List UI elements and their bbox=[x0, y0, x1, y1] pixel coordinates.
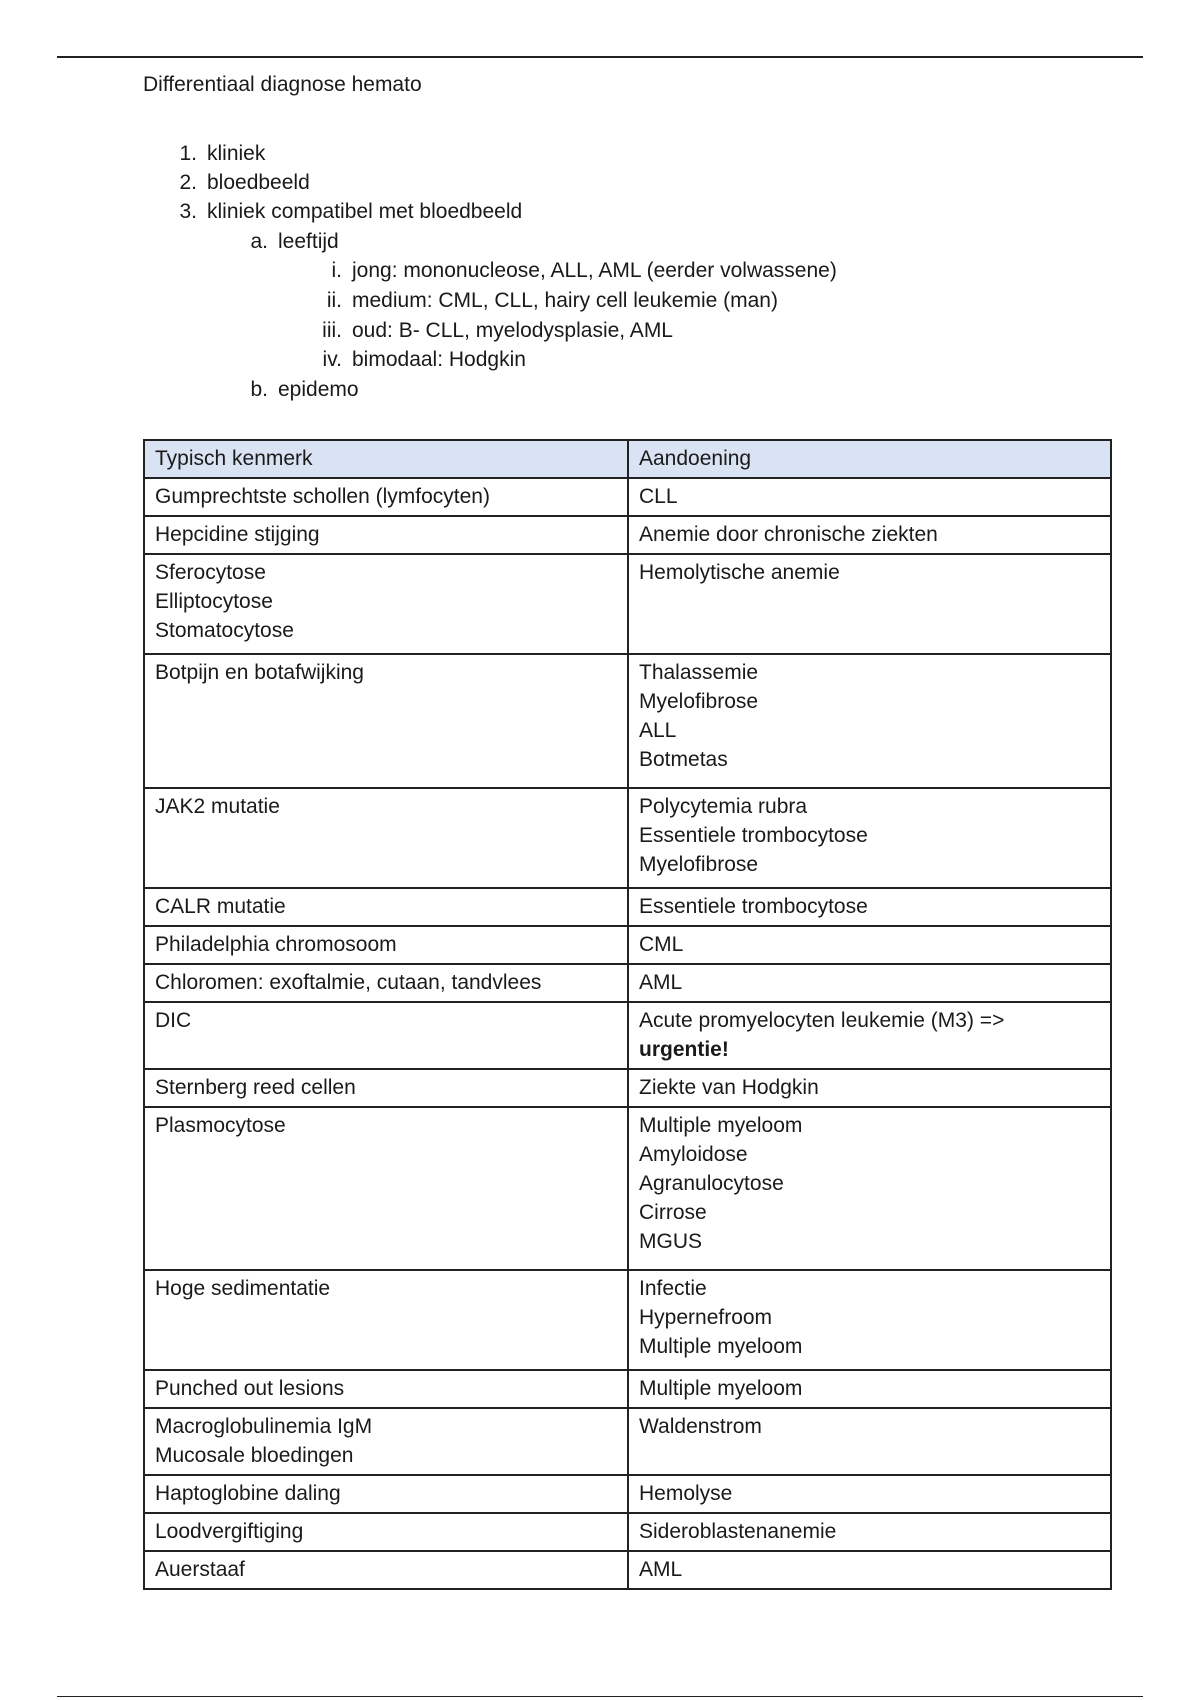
condition-cell: Hemolytische anemie bbox=[628, 554, 1111, 654]
feature-cell: Haptoglobine daling bbox=[144, 1475, 628, 1513]
list-item: iii. oud: B- CLL, myelodysplasie, AML bbox=[322, 319, 673, 342]
feature-cell: CALR mutatie bbox=[144, 888, 628, 926]
condition-cell: CLL bbox=[628, 478, 1111, 516]
condition-cell: Ziekte van Hodgkin bbox=[628, 1069, 1111, 1107]
condition-cell: CML bbox=[628, 926, 1111, 964]
table-row bbox=[144, 926, 1111, 964]
feature-cell: Punched out lesions bbox=[144, 1370, 628, 1408]
condition-cell: Acute promyelocyten leukemie (M3) => urgentie! bbox=[628, 1002, 1111, 1069]
condition-cell: Multiple myeloom bbox=[628, 1370, 1111, 1408]
list-item: b. epidemo bbox=[250, 378, 359, 401]
feature-cell: Loodvergiftiging bbox=[144, 1513, 628, 1551]
table-row bbox=[144, 964, 1111, 1002]
table-row bbox=[144, 1069, 1111, 1107]
condition-cell: Thalassemie Myelofibrose ALL Botmetas bbox=[628, 654, 1111, 788]
table-row bbox=[144, 1408, 1111, 1475]
urgency-note: urgentie! bbox=[639, 1038, 729, 1061]
feature-cell: Macroglobulinemia IgM Mucosale bloedingen bbox=[144, 1408, 628, 1475]
condition-cell: Essentiele trombocytose bbox=[628, 888, 1111, 926]
header-rule bbox=[57, 56, 1143, 58]
feature-cell: Philadelphia chromosoom bbox=[144, 926, 628, 964]
feature-cell: Sternberg reed cellen bbox=[144, 1069, 628, 1107]
condition-cell: Infectie Hypernefroom Multiple myeloom bbox=[628, 1270, 1111, 1370]
footer-rule bbox=[57, 1696, 1143, 1697]
feature-cell: Botpijn en botafwijking bbox=[144, 654, 628, 788]
table-row bbox=[144, 1551, 1111, 1589]
list-item: 3. kliniek compatibel met bloedbeeld bbox=[179, 200, 523, 223]
table-row bbox=[144, 516, 1111, 554]
list-item: ii. medium: CML, CLL, hairy cell leukemie (man) bbox=[326, 289, 778, 312]
table-row bbox=[144, 1270, 1111, 1370]
diagnosis-table bbox=[143, 439, 1112, 1590]
feature-cell: Sferocytose Elliptocytose Stomatocytose bbox=[144, 554, 628, 654]
condition-cell: Multiple myeloom Amyloidose Agranulocytose Cirrose MGUS bbox=[628, 1107, 1111, 1270]
table-row bbox=[144, 788, 1111, 888]
column-header-condition: Aandoening bbox=[628, 440, 1111, 478]
condition-cell: Anemie door chronische ziekten bbox=[628, 516, 1111, 554]
condition-cell: Sideroblastenanemie bbox=[628, 1513, 1111, 1551]
condition-cell: Waldenstrom bbox=[628, 1408, 1111, 1475]
feature-cell: Auerstaaf bbox=[144, 1551, 628, 1589]
table-row bbox=[144, 478, 1111, 516]
feature-cell: Chloromen: exoftalmie, cutaan, tandvlees bbox=[144, 964, 628, 1002]
table-row bbox=[144, 1370, 1111, 1408]
feature-cell: Hepcidine stijging bbox=[144, 516, 628, 554]
list-item: iv. bimodaal: Hodgkin bbox=[322, 348, 526, 371]
condition-cell: Hemolyse bbox=[628, 1475, 1111, 1513]
list-item: 2. bloedbeeld bbox=[179, 171, 310, 194]
list-item: a. leeftijd bbox=[250, 230, 339, 253]
feature-cell: DIC bbox=[144, 1002, 628, 1069]
condition-cell: AML bbox=[628, 1551, 1111, 1589]
feature-cell: Gumprechtste schollen (lymfocyten) bbox=[144, 478, 628, 516]
feature-cell: Plasmocytose bbox=[144, 1107, 628, 1270]
table-row bbox=[144, 1513, 1111, 1551]
feature-cell: JAK2 mutatie bbox=[144, 788, 628, 888]
condition-cell: AML bbox=[628, 964, 1111, 1002]
table-row bbox=[144, 888, 1111, 926]
list-item: i. jong: mononucleose, ALL, AML (eerder volwassene) bbox=[331, 259, 837, 282]
table-header-row bbox=[144, 440, 1111, 478]
list-item: 1. kliniek bbox=[179, 142, 266, 165]
table-row bbox=[144, 1002, 1111, 1069]
table-row bbox=[144, 554, 1111, 654]
column-header-feature: Typisch kenmerk bbox=[144, 440, 628, 478]
feature-cell: Hoge sedimentatie bbox=[144, 1270, 628, 1370]
document-title: Differentiaal diagnose hemato bbox=[143, 73, 422, 96]
table-row bbox=[144, 1107, 1111, 1270]
table-row bbox=[144, 1475, 1111, 1513]
condition-cell: Polycytemia rubra Essentiele trombocytose Myelofibrose bbox=[628, 788, 1111, 888]
table-row bbox=[144, 654, 1111, 788]
